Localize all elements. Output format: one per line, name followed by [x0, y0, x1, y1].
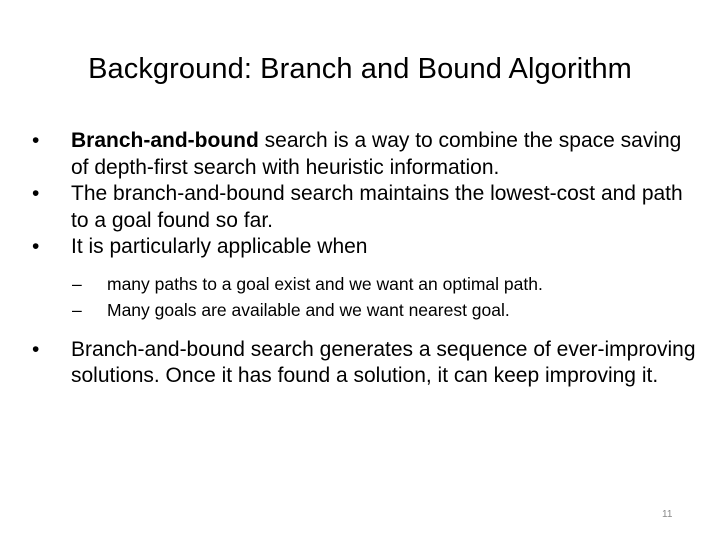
bullet-glyph: • — [32, 337, 40, 361]
bullet-glyph: • — [32, 235, 40, 258]
slide-body — [26, 128, 696, 390]
spacer — [26, 261, 696, 271]
dash-glyph: – — [72, 299, 82, 320]
bullet-text: Branch-and-bound search generates a sequence of ever-improving solutions. Once it has found a solution, it can keep improving it. — [71, 337, 696, 387]
dash-glyph: – — [72, 273, 82, 294]
bullet-item — [26, 128, 696, 181]
bullet-text: It is particularly applicable when — [71, 235, 368, 258]
page-number: 11 — [662, 509, 673, 520]
bullet-glyph: • — [32, 129, 40, 152]
bullet-text: The branch-and-bound search maintains the lowest-cost and path to a goal found so far. — [71, 182, 683, 232]
sub-bullet-item — [26, 271, 696, 297]
slide-title: Background: Branch and Bound Algorithm — [88, 53, 632, 85]
bullet-bold-term: Branch-and-bound — [71, 129, 259, 152]
bullet-glyph: • — [32, 182, 40, 205]
sub-bullet-text: many paths to a goal exist and we want an optimal path. — [107, 273, 543, 294]
spacer — [26, 323, 696, 337]
bullet-item — [26, 337, 696, 390]
sub-bullet-text: Many goals are available and we want nearest goal. — [107, 299, 510, 320]
sub-bullet-item — [26, 297, 696, 323]
bullet-item — [26, 234, 696, 261]
bullet-text: search is a way to combine the space saving of depth-first search with heuristic information. — [71, 129, 682, 179]
bullet-item — [26, 181, 696, 234]
